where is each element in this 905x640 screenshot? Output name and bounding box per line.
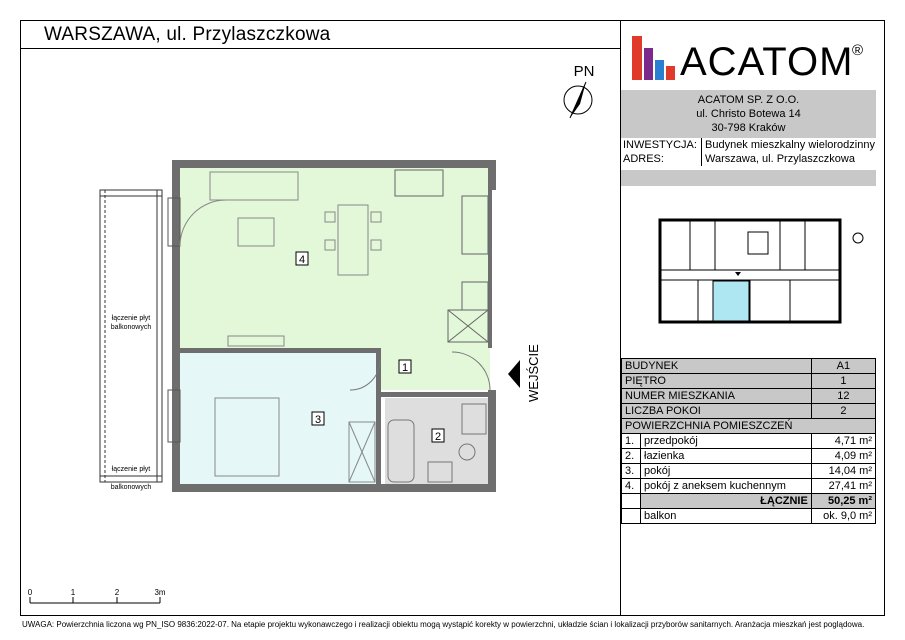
investment-info: [621, 138, 876, 166]
scale-tick: 0: [27, 588, 33, 597]
balcony-note-1b: balkonowych: [110, 324, 152, 331]
room-number-4: 4: [298, 254, 306, 266]
table-row: 3. pokój 14,04 m²: [622, 464, 876, 479]
divider-header: [20, 48, 620, 49]
footer-note: UWAGA: Powierzchnia liczona wg PN_ISO 9836:2022-07. Na etapie projektu wykonawczego i realizacji obiektu mogą wystąpić korekty w powierzchni, układzie ścian i lokalizacji przyborów sanitarnych. Aranżacja mieszkań jest poglądowa.: [22, 620, 865, 629]
investment-row: INWESTYCJA: Budynek mieszkalny wielorodzinny: [623, 139, 875, 151]
room-number-1: 1: [401, 362, 409, 374]
north-arrow-icon: [564, 82, 592, 118]
room-number-3: 3: [314, 414, 322, 426]
floor-plan: [90, 60, 610, 530]
company-street: ul. Christo Botewa 14: [696, 108, 801, 120]
company-name: ACATOM SP. Z O.O.: [697, 94, 800, 106]
north-label: PN: [573, 63, 595, 80]
table-row: 1. przedpokój 4,71 m²: [622, 434, 876, 449]
entrance-arrow-icon: [508, 360, 520, 388]
total-row: ŁĄCZNIE 50,25 m²: [622, 494, 876, 509]
gray-band: [621, 170, 876, 186]
table-row: 2. łazienka 4,09 m²: [622, 449, 876, 464]
logo-registered-mark: ®: [852, 42, 864, 59]
hallway: [380, 348, 490, 390]
company-box: [621, 90, 876, 138]
company-city: 30-798 Kraków: [711, 122, 786, 134]
key-plan: [640, 210, 875, 330]
address-row: ADRES: Warszawa, ul. Przylaszczkowa: [623, 153, 855, 165]
balcony: [100, 190, 162, 482]
bedroom: [180, 352, 380, 484]
room-number-2: 2: [434, 431, 442, 443]
balcony-note-2b: balkonowych: [110, 484, 152, 491]
balcony-note-2a: łączenie płyt: [111, 466, 151, 473]
scale-tick: 1: [70, 588, 76, 597]
balcony-note-1a: łączenie płyt: [111, 315, 151, 322]
scale-tick: 3m: [154, 588, 166, 597]
balcony-row: balkon ok. 9,0 m²: [622, 509, 876, 524]
scale-bar: [26, 587, 176, 607]
logo-wordmark: ACATOM: [680, 40, 854, 84]
scale-tick: 2: [114, 588, 120, 597]
apartment-info-table: BUDYNEK A1 PIĘTRO 1 NUMER MIESZKANIA 12 LICZBA POKOI 2 POWIERZCHNIA POMIESZCZEŃ 1. przedpokój 4,71 m² 2. łazienka 4,09 m² 3. pokój 14,04 m² 4. pokój z aneksem kuchennym 27,41 m² ŁĄCZNIE 50,25 m² balkon ok. 9,0 m²: [621, 358, 876, 524]
table-row: 4. pokój z aneksem kuchennym 27,41 m²: [622, 479, 876, 494]
page-title: WARSZAWA, ul. Przylaszczkowa: [44, 24, 331, 45]
entrance-label: WEJŚCIE: [526, 344, 541, 402]
